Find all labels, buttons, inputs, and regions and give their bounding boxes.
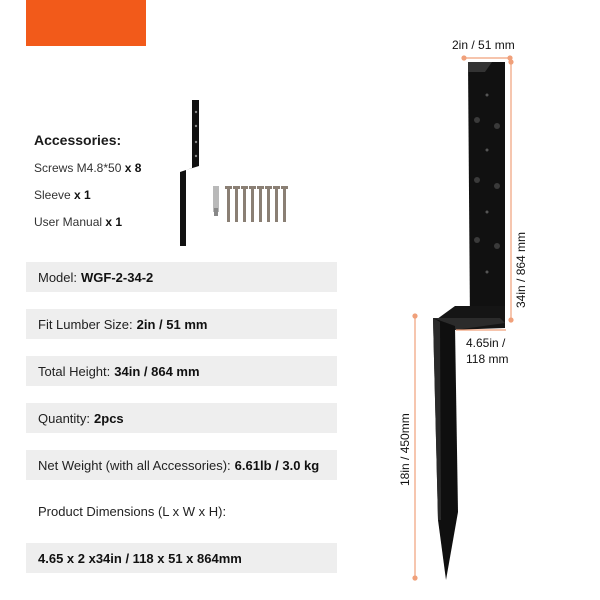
screws-icon [225, 186, 288, 222]
spec-row-net-weight: Net Weight (with all Accessories): 6.61lb / 3.0 kg [26, 450, 337, 480]
spec-row-total-height: Total Height: 34in / 864 mm [26, 356, 337, 386]
accessory-item-screws: Screws M4.8*50 x 8 [34, 161, 142, 175]
mini-bracket-icon [180, 100, 199, 246]
spec-row-lumber-size: Fit Lumber Size: 2in / 51 mm [26, 309, 337, 339]
dimension-top-width: 2in / 51 mm [452, 38, 515, 52]
spec-row-dimensions-value: 4.65 x 2 x34in / 118 x 51 x 864mm [26, 543, 337, 573]
spec-row-quantity: Quantity: 2pcs [26, 403, 337, 433]
spec-row-dimensions-label: Product Dimensions (L x W x H): [38, 503, 227, 519]
accessories-title: Accessories: [34, 132, 122, 148]
accessory-item-manual: User Manual x 1 [34, 215, 123, 229]
dimension-total-height: 34in / 864 mm [514, 231, 528, 308]
accessory-item-sleeve: Sleeve x 1 [34, 188, 91, 202]
dimension-spike-length: 18in / 450mm [398, 413, 412, 486]
spec-row-model: Model: WGF-2-34-2 [26, 262, 337, 292]
accessories-panel [34, 132, 141, 242]
dimension-offset-line2: 118 mm [466, 352, 509, 366]
dimension-offset-line1: 4.65in / [466, 336, 506, 350]
fence-post-bracket-illustration [413, 56, 513, 580]
sleeve-icon [213, 186, 219, 216]
